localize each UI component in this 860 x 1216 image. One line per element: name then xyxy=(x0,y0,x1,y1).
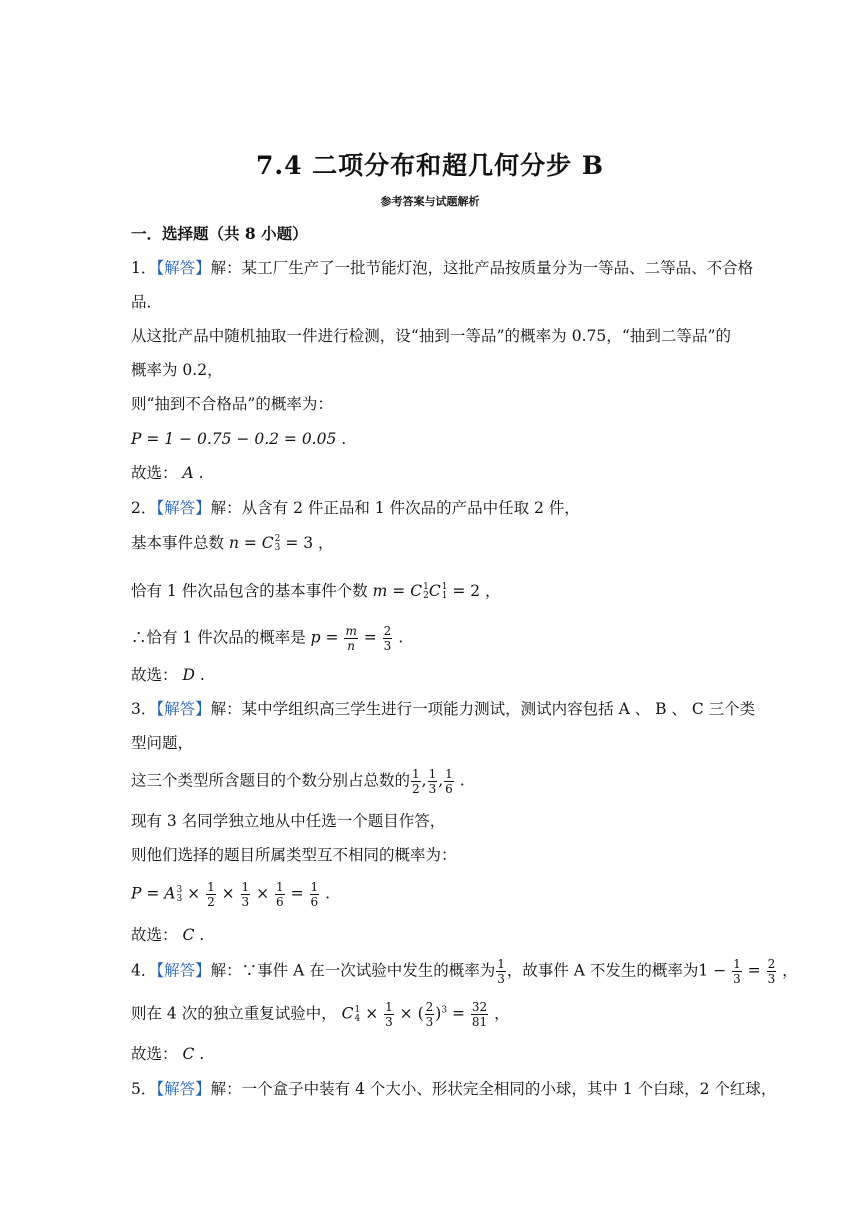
q2-line3: 恰有 1 件次品包含的基本事件个数 m = C 1 2 C 1 1 = 2 ， xyxy=(131,582,501,601)
q4-line2: 则在 4 次的独立重复试验中， C 1 4 × $\frac{1}{3}$ × ( $\frac{2}{3}$ )$^3$ = $\frac{32}{81}$ ， xyxy=(131,1000,510,1029)
q1-choice: 故选： A . xyxy=(131,464,204,482)
page-subtitle: 参考答案与试题解析 xyxy=(380,195,480,208)
q3-line5: 则他们选择的题目所属类型互不相同的概率为： xyxy=(131,846,457,864)
answer-tag: 【解答】 xyxy=(156,259,211,277)
q3-formula: P = A 3 3 × $\frac{1}{2}$ × $\frac{1}{3}$ × $\frac{1}{6}$ = $\frac{1}{6}$ . xyxy=(131,880,331,909)
q3-line3: 这三个类型所含题目的个数分别占总数的 $\frac{1}{2}$ , $\frac{1}{3}$ , $\frac{1}{6}$ . xyxy=(131,767,465,796)
q2-line2: 基本事件总数 n = C 2 3 = 3 ， xyxy=(131,534,334,553)
q4-choice: 故选： C . xyxy=(131,1045,205,1063)
q2-line1: 2．【解答】解：从含有 2 件正品和 1 件次品的产品中任取 2 件， xyxy=(131,499,580,517)
q4-line1: 4．【解答】解：∵事件 A 在一次试验中发生的概率为 $\frac{1}{3}$ ，故事件 A 不发生的概率为1 − $\frac{1}{3}$ = $\frac{2}{3}$ ， xyxy=(131,957,798,986)
answer-tag: 【解答】 xyxy=(156,499,211,517)
q5-line1: 5．【解答】解：一个盒子中装有 4 个大小、形状完全相同的小球，其中 1 个白球，2 个红球， xyxy=(131,1080,777,1098)
q1-line1: 1．【解答】解：某工厂生产了一批节能灯泡，这批产品按质量分为一等品、二等品、不合格 xyxy=(131,259,754,277)
q3-line2: 型问题， xyxy=(131,734,194,752)
answer-tag: 【解答】 xyxy=(156,1080,211,1098)
q1-line4: 概率为 0.2， xyxy=(131,361,223,379)
answer-tag: 【解答】 xyxy=(156,700,211,718)
answer-tag: 【解答】 xyxy=(156,961,211,980)
q3-line4: 现有 3 名同学独立地从中任选一个题目作答， xyxy=(131,812,446,830)
q1-line5: 则“抽到不合格品”的概率为： xyxy=(131,395,333,413)
q1-formula: P = 1 − 0.75 − 0.2 = 0.05 . xyxy=(131,430,347,448)
q1-line2: 品． xyxy=(131,293,163,311)
page-title: 7.4 二项分布和超几何分步 B xyxy=(255,151,605,180)
q2-choice: 故选： D . xyxy=(131,666,205,684)
q3-choice: 故选： C . xyxy=(131,926,205,944)
q1-line3: 从这批产品中随机抽取一件进行检测，设“抽到一等品”的概率为 0.75，“抽到二等品”的 xyxy=(131,327,731,345)
q2-line4: ∴恰有 1 件次品的概率是 p = $\frac{m}{n}$ = $\frac{2}{3}$ . xyxy=(131,624,404,653)
q3-line1: 3．【解答】解：某中学组织高三学生进行一项能力测试，测试内容包括 A 、 B 、 C 三个类 xyxy=(131,700,756,718)
section-heading: 一．选择题（共 8 小题） xyxy=(131,224,308,243)
